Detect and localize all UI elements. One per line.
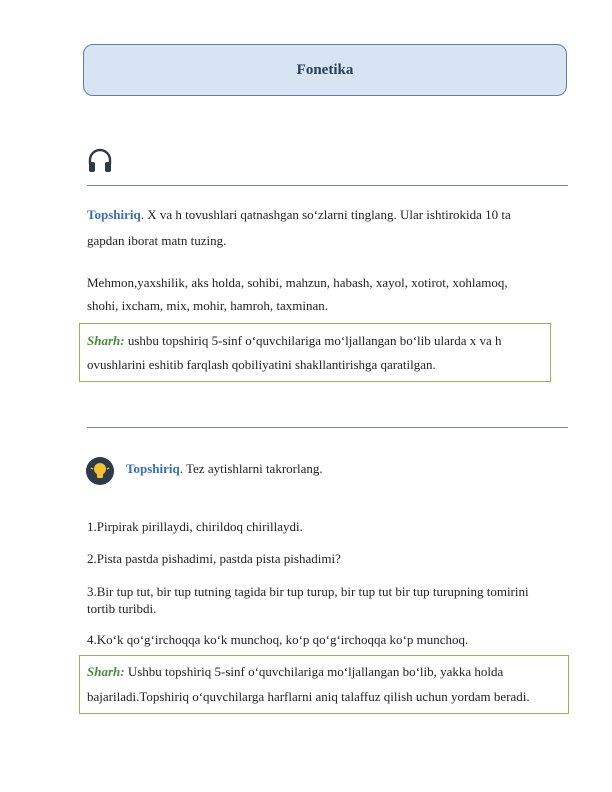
task1-text: . X va h tovushlari qatnashgan so‘zlarni tinglang. Ular ishtirokida 10 ta	[140, 207, 511, 222]
divider	[87, 427, 568, 428]
task2-note-line1	[87, 663, 503, 681]
tongue-twister-3: 3.Bir tup tut, bir tup tutning tagida bir tup turup, bir tup tut bir tup turupning tomirini	[87, 584, 529, 599]
task2-label: Topshiriq	[126, 461, 180, 476]
title-banner	[83, 44, 567, 96]
task1-note-line2: ovushlarini eshitib farqlash qobiliyatini shakllantirishga qaratilgan.	[87, 357, 436, 372]
headphones-icon	[87, 148, 113, 174]
task2-note-line2: bajariladi.Topshiriq o‘quvchilarga harflarni aniq talaffuz qilish uchun yordam beradi.	[87, 689, 530, 704]
task1-label: Topshiriq	[87, 207, 141, 222]
task1-note-line1	[87, 332, 502, 350]
task1-words-line2: shohi, ixcham, mix, mohir, hamroh, taxminan.	[87, 298, 329, 313]
task2-heading	[126, 460, 323, 478]
task1-line2: gapdan iborat matn tuzing.	[87, 233, 227, 248]
tongue-twister-2: 2.Pista pastda pishadimi, pastda pista pishadimi?	[87, 551, 341, 566]
tongue-twister-4: 4.Ko‘k qo‘g‘irchoqqa ko‘k munchoq, ko‘p qo‘g‘irchoqqa ko‘p munchoq.	[87, 632, 469, 647]
page-title: Fonetika	[296, 61, 354, 78]
task1-note-text: ushbu topshiriq 5-sinf o‘quvchilariga mo‘ljallangan bo‘lib ularda x va h	[124, 333, 502, 348]
task1-note-label: Sharh:	[87, 333, 125, 348]
divider	[87, 185, 568, 186]
task1-words-line1: Mehmon,yaxshilik, aks holda, sohibi, mahzun, habash, xayol, xotirot, xohlamoq,	[87, 275, 508, 290]
task2-text: . Tez aytishlarni takrorlang.	[179, 461, 323, 476]
task2-note-label: Sharh:	[87, 664, 125, 679]
task1-line1	[87, 206, 511, 224]
task2-note-text: Ushbu topshiriq 5-sinf o‘quvchilariga mo‘ljallangan bo‘lib, yakka holda	[124, 664, 504, 679]
tongue-twister-1: 1.Pirpirak pirillaydi, chirildoq chirillaydi.	[87, 519, 303, 534]
tongue-twister-3-cont: tortib turibdi.	[87, 601, 157, 616]
lightbulb-icon	[85, 456, 115, 486]
